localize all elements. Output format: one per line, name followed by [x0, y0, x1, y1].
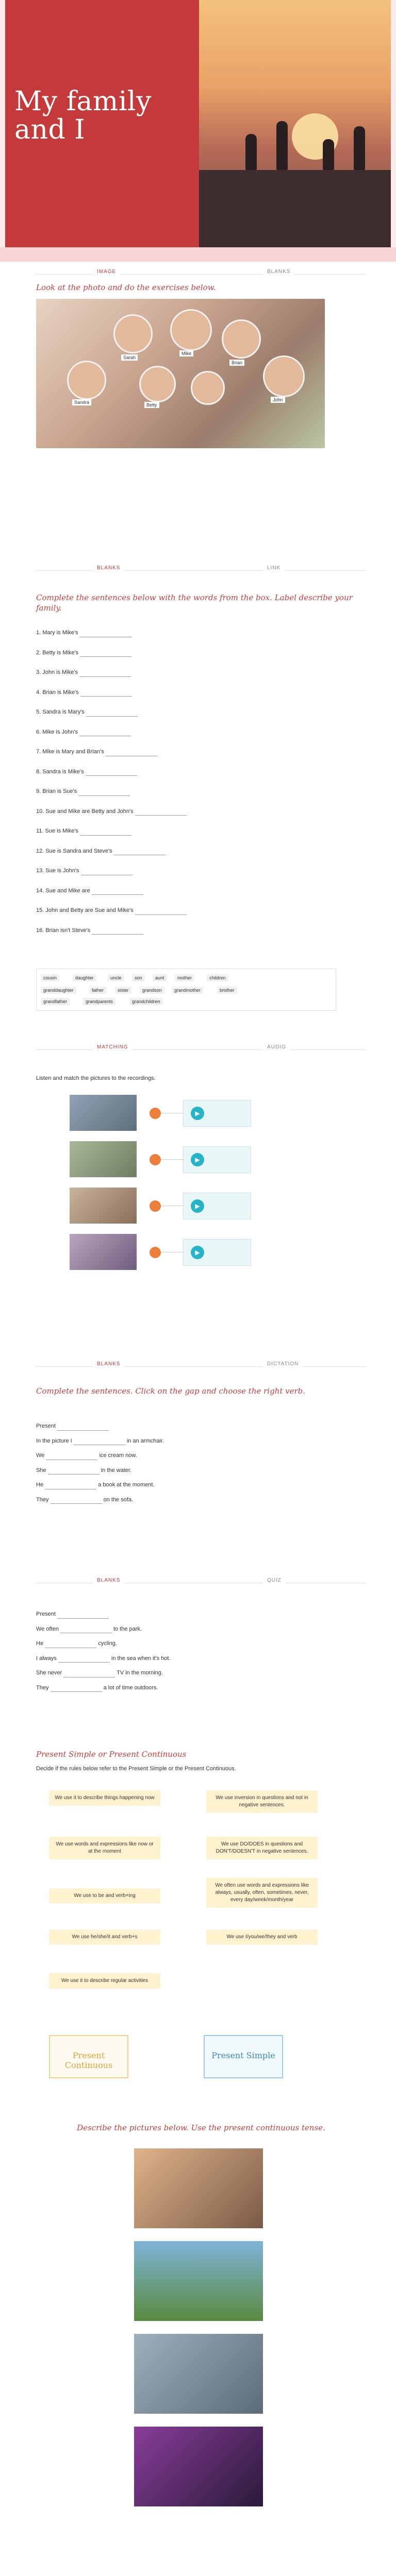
photo-label: Brian [229, 360, 244, 366]
word-chip[interactable]: son [132, 974, 145, 981]
word-bank [36, 969, 336, 1011]
audio-match-row [70, 1188, 338, 1224]
section-tab-right[interactable]: QUIZ [263, 1578, 286, 1583]
answer-blank[interactable] [106, 750, 157, 756]
section-header [36, 268, 366, 280]
answer-blank[interactable] [81, 869, 133, 875]
word-chip[interactable]: daughter [73, 974, 96, 981]
answer-blank[interactable] [80, 829, 131, 836]
word-chip[interactable]: father [89, 987, 106, 994]
photo-label: Betty [144, 402, 159, 408]
hero-image [199, 0, 391, 247]
section-header [36, 1043, 366, 1056]
audio-match-row [70, 1095, 338, 1131]
section-header [36, 1360, 366, 1372]
answer-blank[interactable] [135, 809, 187, 816]
play-icon[interactable]: ▶ [191, 1246, 204, 1259]
word-chip[interactable]: uncle [108, 974, 124, 981]
picture[interactable] [70, 1095, 137, 1131]
section-tab-right[interactable]: BLANKS [263, 269, 294, 275]
section-tab-right[interactable]: DICTATION [263, 1361, 303, 1367]
word-chip[interactable]: children [207, 974, 228, 981]
section-header [36, 564, 366, 577]
sentence-end: to the park. [113, 1625, 142, 1632]
figure [245, 134, 257, 170]
sentence: 6. Mike is John's [36, 728, 78, 735]
rule-card[interactable]: We use I/you/we/they and verb [206, 1929, 318, 1945]
sentence-end: a lot of time outdoors. [103, 1684, 158, 1691]
rule-card[interactable]: We use it to describe things happening now [49, 1790, 160, 1806]
answer-blank[interactable] [79, 670, 131, 677]
picture[interactable] [70, 1188, 137, 1224]
rule-card[interactable]: We use inversion in questions and not in negative sentences. [206, 1790, 318, 1813]
sentence: 16. Brian isn't Steve's [36, 927, 91, 934]
ground-shape [199, 170, 391, 247]
instruction: Look at the photo and do the exercises below. [36, 283, 216, 292]
sentence-list [36, 1422, 366, 1510]
sentence: 12. Sue is Sandra and Steve's [36, 848, 112, 854]
sentence-end: on the sofa. [103, 1496, 134, 1503]
sentence: 2. Betty is Mike's [36, 649, 79, 656]
word-chip[interactable]: grandchildren [129, 998, 163, 1005]
sentence: In the picture I [36, 1437, 72, 1444]
play-icon[interactable]: ▶ [191, 1153, 204, 1166]
section-tab-left[interactable]: BLANKS [93, 565, 124, 571]
sentence: 3. John is Mike's [36, 669, 78, 675]
sentence: She never [36, 1670, 62, 1676]
instruction: Complete the sentences. Click on the gap and choose the right verb. [36, 1386, 306, 1396]
sentence: 11. Sue is Mike's [36, 828, 78, 834]
word-chip[interactable]: sister [115, 987, 131, 994]
picture [134, 2427, 263, 2506]
hero-title-panel [5, 0, 199, 247]
sentence: 4. Brian is Mike's [36, 689, 79, 696]
sentence: He [36, 1482, 44, 1488]
drop-zone-label: Present Continuous [64, 2050, 113, 2070]
photo-label: Mike [179, 350, 193, 357]
sentence-end: in the water. [101, 1467, 132, 1473]
sentence: 13. Sue is John's [36, 868, 79, 874]
grammar-intro: Decide if the rules below refer to the Present Simple or the Present Continuous. [36, 1766, 236, 1772]
drop-zone-simple[interactable] [204, 2035, 283, 2078]
picture[interactable] [70, 1234, 137, 1270]
sentence: Present [36, 1423, 56, 1429]
picture [134, 2148, 263, 2228]
section-tab-right[interactable]: LINK [263, 565, 285, 571]
audio-match-row [70, 1234, 338, 1270]
answer-blank[interactable] [63, 1671, 115, 1677]
answer-blank[interactable] [86, 710, 138, 717]
answer-blank[interactable] [51, 1497, 102, 1504]
audio-player[interactable] [183, 1100, 251, 1127]
instruction: Describe the pictures below. Use the present continuous tense. [77, 2123, 325, 2132]
instruction: Complete the sentences below with the words from the box. Label describe your family. [36, 593, 353, 613]
answer-blank[interactable] [57, 1612, 109, 1619]
sentence-end: cycling. [98, 1640, 117, 1647]
sentence: I always [36, 1655, 57, 1662]
section-tab-left[interactable]: BLANKS [93, 1361, 124, 1367]
rule-card[interactable]: We use it to describe regular activities [49, 1973, 160, 1989]
divider-band [0, 247, 396, 262]
drop-zone-continuous[interactable] [49, 2035, 128, 2078]
rule-card[interactable]: We use DO/DOES in questions and DON'T/DOESN'T in negative sentences. [206, 1837, 318, 1859]
section-tab-right[interactable]: AUDIO [263, 1044, 290, 1050]
answer-blank[interactable] [45, 1641, 96, 1648]
rule-card[interactable]: We use words and expressions like now or at the moment [49, 1837, 160, 1859]
match-handle[interactable] [150, 1108, 161, 1119]
match-handle[interactable] [150, 1200, 161, 1212]
answer-blank[interactable] [92, 928, 143, 935]
sentence-end: in an armchair. [126, 1437, 164, 1444]
rule-card[interactable]: We use he/she/it and verb+s [49, 1929, 160, 1945]
photo-label: Sarah [121, 354, 138, 361]
face [67, 361, 106, 400]
sentence: 1. Mary is Mike's [36, 630, 78, 636]
match-handle[interactable] [150, 1247, 161, 1258]
sentence: 10. Sue and Mike are Betty and John's [36, 808, 134, 815]
answer-blank[interactable] [79, 730, 131, 736]
face [170, 309, 212, 351]
answer-blank[interactable] [48, 1468, 100, 1475]
figure [354, 126, 365, 170]
answer-blank[interactable] [80, 690, 132, 697]
word-chip[interactable]: aunt [153, 974, 167, 981]
sentence: 9. Brian is Sue's [36, 788, 77, 794]
answer-blank[interactable] [80, 650, 131, 657]
section-tab-left[interactable]: MATCHING [93, 1044, 133, 1050]
audio-player[interactable] [183, 1146, 251, 1173]
play-icon[interactable]: ▶ [191, 1107, 204, 1120]
word-chip[interactable]: cousin [41, 974, 59, 981]
picture [134, 2241, 263, 2321]
face [222, 319, 261, 359]
family-photo [36, 299, 325, 448]
answer-blank[interactable] [45, 1483, 96, 1489]
section-tab-left[interactable]: IMAGE [93, 269, 120, 275]
answer-blank[interactable] [86, 769, 137, 776]
sentence: 15. John and Betty are Sue and Mike's [36, 907, 134, 913]
section-tab-left[interactable]: BLANKS [93, 1578, 124, 1583]
sentence: 14. Sue and Mike are [36, 887, 90, 894]
audio-player[interactable] [183, 1193, 251, 1219]
word-chip[interactable]: granddaughter [41, 987, 76, 994]
section-header [36, 1577, 366, 1589]
answer-blank[interactable] [58, 1656, 110, 1663]
answer-blank[interactable] [114, 849, 166, 855]
answer-blank[interactable] [60, 1626, 112, 1633]
photo-label: Sandra [72, 399, 91, 405]
sentence: Present [36, 1611, 56, 1617]
sentence: They [36, 1684, 49, 1691]
face [139, 366, 176, 402]
word-chip[interactable]: mother [175, 974, 194, 981]
figure [323, 139, 334, 170]
picture[interactable] [70, 1141, 137, 1177]
instruction: Listen and match the pictures to the recordings. [36, 1075, 156, 1081]
sentence-list [36, 1610, 366, 1698]
sentence: He [36, 1640, 44, 1647]
word-chip[interactable]: brother [217, 987, 237, 994]
drop-zone-label: Present Simple [211, 2050, 275, 2060]
sentence-end: ice cream now. [99, 1452, 137, 1459]
sentence: We often [36, 1625, 59, 1632]
audio-player[interactable] [183, 1239, 251, 1266]
rule-card[interactable]: We often use words and expressions like always, usually, often, sometimes, never, every day/week/month/year [206, 1878, 318, 1908]
answer-blank[interactable] [78, 789, 130, 796]
sentence-list [36, 629, 366, 946]
answer-blank[interactable] [92, 888, 143, 895]
sentence-end: in the sea when it's hot. [111, 1655, 171, 1662]
sentence-end: TV in the morning. [117, 1670, 163, 1676]
grammar-heading: Present Simple or Present Continuous [36, 1750, 187, 1759]
picture [134, 2334, 263, 2414]
sentence: She [36, 1467, 46, 1473]
word-chip[interactable]: grandmother [172, 987, 203, 994]
sentence: They [36, 1496, 49, 1503]
rule-card[interactable]: We use to be and verb+ing [49, 1888, 160, 1904]
sentence: 5. Sandra is Mary's [36, 709, 85, 715]
word-chip[interactable]: grandparents [83, 998, 116, 1005]
answer-blank[interactable] [74, 1438, 125, 1445]
audio-match-row [70, 1141, 338, 1177]
answer-blank[interactable] [57, 1424, 109, 1431]
photo-label: John [271, 397, 285, 403]
word-chip[interactable]: grandson [140, 987, 164, 994]
play-icon[interactable]: ▶ [191, 1199, 204, 1213]
answer-blank[interactable] [80, 631, 131, 637]
face [191, 371, 225, 405]
sentence-end: a book at the moment. [98, 1482, 155, 1488]
sentence: 8. Sandra is Mike's [36, 768, 84, 775]
answer-blank[interactable] [135, 908, 187, 915]
page-title: My family and I [14, 86, 152, 145]
face [113, 314, 153, 353]
match-handle[interactable] [150, 1154, 161, 1165]
face [263, 355, 305, 397]
figure [276, 121, 288, 170]
sentence: We [36, 1452, 45, 1459]
answer-blank[interactable] [46, 1453, 97, 1460]
word-chip[interactable]: grandfather [41, 998, 70, 1005]
sentence: 7. Mike is Mary and Brian's [36, 749, 104, 755]
answer-blank[interactable] [51, 1685, 102, 1692]
